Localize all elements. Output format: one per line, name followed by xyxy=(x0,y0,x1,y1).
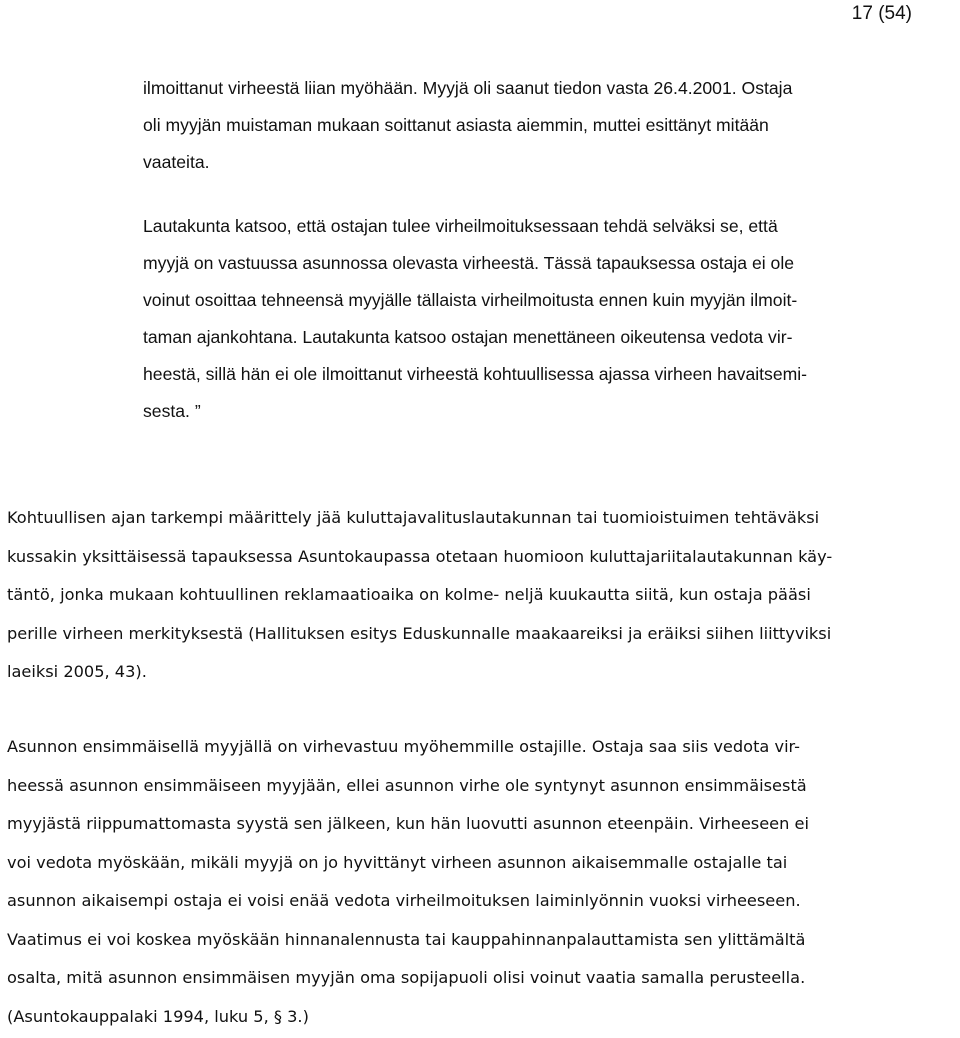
text-line: myyjästä riippumattomasta syystä sen jälkeen, kun hän luovutti asunnon eteenpäin. Virheeseen ei xyxy=(7,814,809,833)
text-line: ilmoittanut virheestä liian myöhään. Myyjä oli saanut tiedon vasta 26.4.2001. Ostaja xyxy=(143,78,793,98)
text-line: Kohtuullisen ajan tarkempi määrittely jää kuluttajavalituslautakunnan tai tuomioistuimen tehtäväksi xyxy=(7,508,820,527)
text-line: laeiksi 2005, 43). xyxy=(7,662,147,681)
body-paragraph xyxy=(7,499,947,692)
body-paragraph-first-seller-liability xyxy=(7,728,947,1036)
text-line: voinut osoittaa tehneensä myyjälle tällaista virheilmoitusta ennen kuin myyjän ilmoit- xyxy=(143,290,798,310)
text-line: perille virheen merkityksestä (Hallituksen esitys Eduskunnalle maakaareiksi ja eräiksi siihen liittyviksi xyxy=(7,623,832,643)
quoted-decision xyxy=(143,70,960,430)
page-number: 17 (54) xyxy=(851,3,912,24)
text-line: heessä asunnon ensimmäiseen myyjään, ellei asunnon virhe ole syntynyt asunnon ensimmäisestä xyxy=(7,775,807,795)
body-paragraph-reasonable-time xyxy=(7,499,947,692)
text-line: kussakin yksittäisessä tapauksessa Asuntokaupassa otetaan huomioon kuluttajariitalautakunnan käy- xyxy=(7,546,833,566)
text-line: oli myyjän muistaman mukaan soittanut asiasta aiemmin, muttei esittänyt mitään xyxy=(143,115,769,135)
text-line: sesta. ” xyxy=(143,401,201,421)
text-line: taman ajankohtana. Lautakunta katsoo ostajan menettäneen oikeutensa vedota vir- xyxy=(143,327,793,347)
text-line: heestä, sillä hän ei ole ilmoittanut virheestä kohtuullisessa ajassa virheen havaitsemi- xyxy=(143,364,808,384)
text-line: myyjä on vastuussa asunnossa olevasta virheestä. Tässä tapauksessa ostaja ei ole xyxy=(143,253,795,273)
text-line: Lautakunta katsoo, että ostajan tulee virheilmoituksessaan tehdä selväksi se, että xyxy=(143,216,778,236)
text-line: (Asuntokauppalaki 1994, luku 5, § 3.) xyxy=(7,1006,309,1026)
text-line: voi vedota myöskään, mikäli myyjä on jo hyvittänyt virheen asunnon aikaisemmalle ostajalle tai xyxy=(7,852,788,872)
text-line: vaateita. xyxy=(143,152,210,172)
body-paragraph xyxy=(7,728,947,1036)
text-line: täntö, jonka mukaan kohtuullinen reklamaatioaika on kolme- neljä kuukautta siitä, kun ostaja pääsi xyxy=(7,585,811,604)
text-line: osalta, mitä asunnon ensimmäisen myyjän oma sopijapuoli olisi voinut vaatia samalla perusteella. xyxy=(7,968,806,987)
quote-paragraph xyxy=(143,208,960,430)
quote-paragraph xyxy=(143,70,960,181)
text-line: Asunnon ensimmäisellä myyjällä on virhevastuu myöhemmille ostajille. Ostaja saa siis vedota vir- xyxy=(7,737,801,756)
text-line: Vaatimus ei voi koskea myöskään hinnanalennusta tai kauppahinnanpalauttamista sen ylittämältä xyxy=(7,929,806,949)
text-line: asunnon aikaisempi ostaja ei voisi enää vedota virheilmoituksen laiminlyönnin vuoksi virheeseen. xyxy=(7,891,801,910)
